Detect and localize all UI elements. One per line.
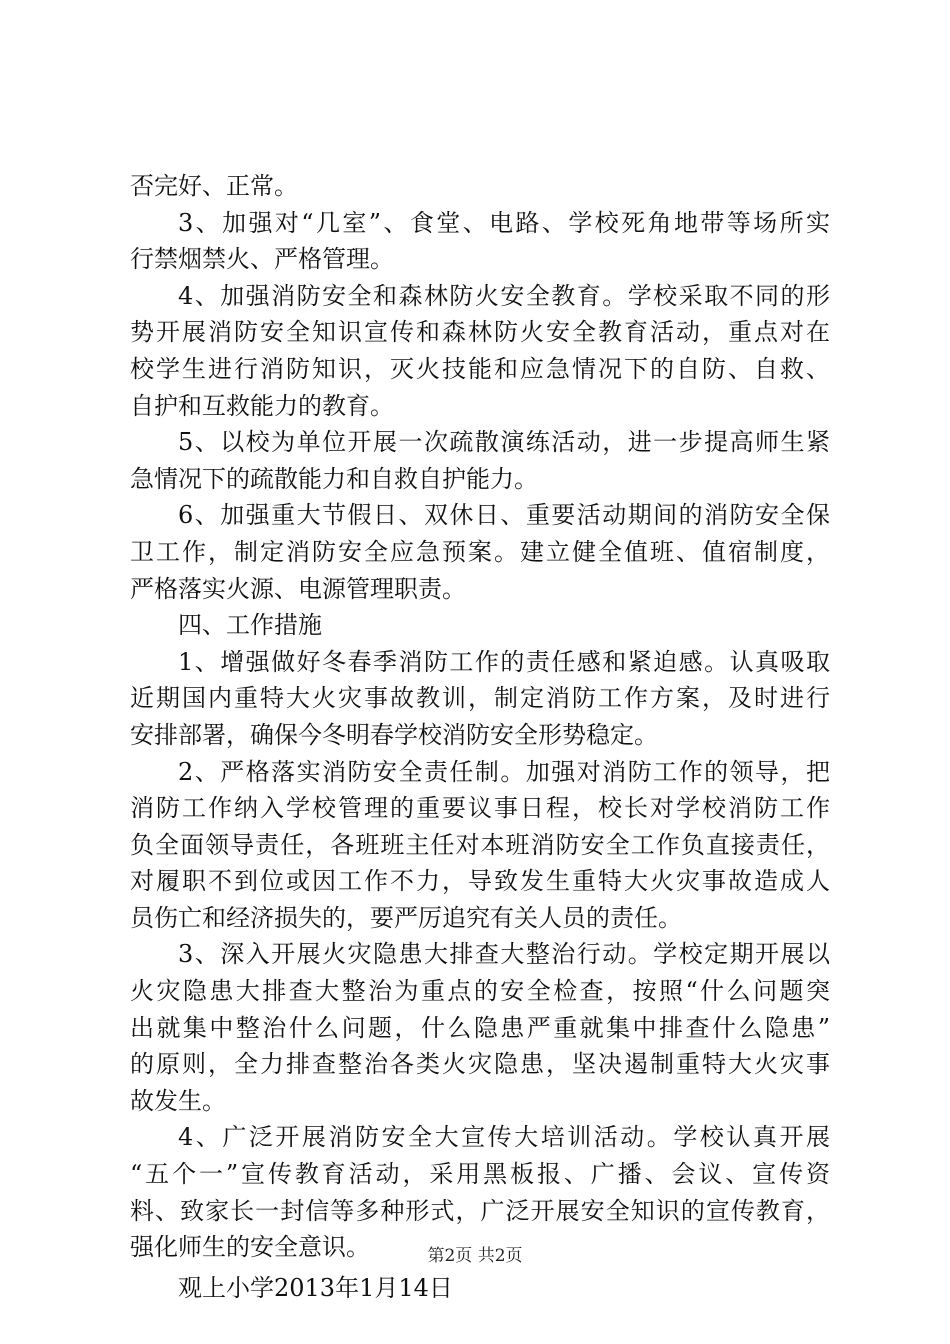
- text-line: 员伤亡和经济损失的，要严厉追究有关人员的责任。: [130, 903, 682, 932]
- text-line: “五个一”宣传教育活动，采用黑板报、广播、会议、宣传资: [130, 1160, 830, 1189]
- signature-line: 观上小学2013年1月14日: [178, 1273, 453, 1302]
- text-line: 负全面领导责任，各班班主任对本班消防安全工作负直接责任，: [130, 830, 830, 859]
- text-line: 4、加强消防安全和森林防火安全教育。学校采取不同的形: [178, 281, 830, 310]
- page-footer: 第2页 共2页: [427, 1246, 523, 1266]
- text-line: 急情况下的疏散能力和自救自护能力。: [130, 464, 538, 493]
- text-line: 料、致家长一封信等多种形式，广泛开展安全知识的宣传教育，: [130, 1196, 830, 1225]
- text-line: 5、以校为单位开展一次疏散演练活动，进一步提高师生紧: [178, 428, 830, 457]
- text-line: 故发生。: [130, 1086, 226, 1115]
- text-line: 3、深入开展火灾隐患大排查大整治行动。学校定期开展以: [178, 940, 830, 969]
- text-line: 行禁烟禁火、严格管理。: [130, 245, 394, 274]
- text-line: 近期国内重特大火灾事故教训，制定消防工作方案，及时进行: [130, 684, 830, 713]
- text-line: 6、加强重大节假日、双休日、重要活动期间的消防安全保: [178, 501, 830, 530]
- text-line: 校学生进行消防知识，灭火技能和应急情况下的自防、自救、: [130, 354, 830, 383]
- text-line: 消防工作纳入学校管理的重要议事日程，校长对学校消防工作: [130, 794, 830, 823]
- text-line: 火灾隐患大排查大整治为重点的安全检查，按照“什么问题突: [130, 977, 830, 1006]
- text-line: 安排部署，确保今冬明春学校消防安全形势稳定。: [130, 720, 658, 749]
- text-line: 4、广泛开展消防安全大宣传大培训活动。学校认真开展: [178, 1123, 830, 1152]
- text-line: 卫工作，制定消防安全应急预案。建立健全值班、值宿制度，: [130, 537, 830, 566]
- text-line: 的原则，全力排查整治各类火灾隐患，坚决遏制重特大火灾事: [130, 1050, 830, 1079]
- text-line: 3、加强对“几室”、食堂、电路、学校死角地带等场所实: [178, 208, 830, 237]
- document-body: [130, 168, 830, 1306]
- text-line: 出就集中整治什么问题，什么隐患严重就集中排查什么隐患”: [130, 1013, 830, 1042]
- text-line: 强化师生的安全意识。: [130, 1233, 370, 1262]
- text-line: 否完好、正常。: [130, 172, 298, 200]
- text-line: 严格落实火源、电源管理职责。: [130, 574, 466, 603]
- text-line: 自护和互救能力的教育。: [130, 391, 394, 420]
- text-line: 势开展消防安全知识宣传和森林防火安全教育活动，重点对在: [130, 318, 830, 347]
- text-line: 对履职不到位或因工作不力，导致发生重特大火灾事故造成人: [130, 867, 830, 896]
- text-line: 1、增强做好冬春季消防工作的责任感和紧迫感。认真吸取: [178, 647, 830, 676]
- text-line: 四、工作措施: [178, 611, 322, 640]
- text-line: 2、严格落实消防安全责任制。加强对消防工作的领导，把: [178, 757, 830, 786]
